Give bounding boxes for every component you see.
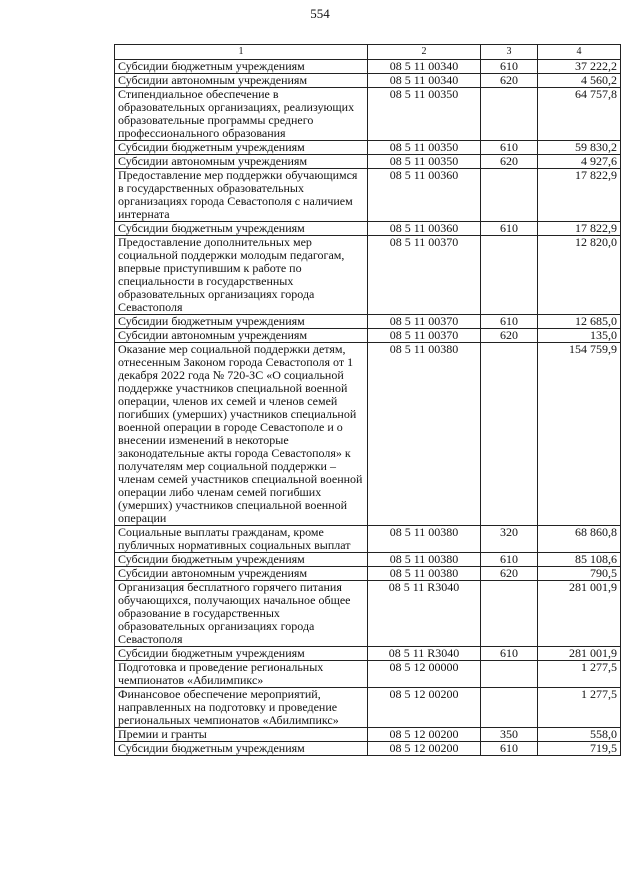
amount-cell: 1 277,5 xyxy=(538,661,621,688)
table-row xyxy=(115,60,621,74)
column-header-4: 4 xyxy=(538,45,621,60)
item-name-cell: Субсидии бюджетным учреждениям xyxy=(115,141,368,155)
expense-type-cell: 320 xyxy=(481,526,538,553)
table-row xyxy=(115,222,621,236)
table-row xyxy=(115,74,621,88)
table-row xyxy=(115,343,621,526)
expense-type-cell: 610 xyxy=(481,222,538,236)
table-row xyxy=(115,141,621,155)
column-header-1: 1 xyxy=(115,45,368,60)
classification-code-cell: 08 5 11 00350 xyxy=(368,141,481,155)
table-row xyxy=(115,581,621,647)
item-name-cell: Премии и гранты xyxy=(115,728,368,742)
item-name-cell: Стипендиальное обеспечение в образовательных организациях, реализующих образовательные программы среднего профессионального образования xyxy=(115,88,368,141)
item-name-cell: Субсидии бюджетным учреждениям xyxy=(115,315,368,329)
item-name-cell: Предоставление дополнительных мер социальной поддержки молодым педагогам, впервые приступившим к работе по специальности в государственных образовательных организациях города Севастополя xyxy=(115,236,368,315)
expense-type-cell: 620 xyxy=(481,74,538,88)
expense-type-cell: 610 xyxy=(481,647,538,661)
table-row xyxy=(115,169,621,222)
classification-code-cell: 08 5 11 R3040 xyxy=(368,647,481,661)
classification-code-cell: 08 5 11 00360 xyxy=(368,222,481,236)
expense-type-cell: 610 xyxy=(481,141,538,155)
amount-cell: 154 759,9 xyxy=(538,343,621,526)
table-row xyxy=(115,315,621,329)
amount-cell: 64 757,8 xyxy=(538,88,621,141)
classification-code-cell: 08 5 11 R3040 xyxy=(368,581,481,647)
item-name-cell: Финансовое обеспечение мероприятий, направленных на подготовку и проведение региональных чемпионатов «Абилимпикс» xyxy=(115,688,368,728)
amount-cell: 558,0 xyxy=(538,728,621,742)
expense-type-cell xyxy=(481,236,538,315)
table-row xyxy=(115,728,621,742)
amount-cell: 135,0 xyxy=(538,329,621,343)
table-row xyxy=(115,553,621,567)
expense-type-cell: 620 xyxy=(481,329,538,343)
table-row xyxy=(115,742,621,756)
item-name-cell: Субсидии автономным учреждениям xyxy=(115,155,368,169)
amount-cell: 37 222,2 xyxy=(538,60,621,74)
amount-cell: 59 830,2 xyxy=(538,141,621,155)
classification-code-cell: 08 5 11 00370 xyxy=(368,236,481,315)
item-name-cell: Субсидии бюджетным учреждениям xyxy=(115,742,368,756)
item-name-cell: Подготовка и проведение региональных чемпионатов «Абилимпикс» xyxy=(115,661,368,688)
classification-code-cell: 08 5 11 00350 xyxy=(368,88,481,141)
item-name-cell: Субсидии бюджетным учреждениям xyxy=(115,60,368,74)
amount-cell: 85 108,6 xyxy=(538,553,621,567)
expense-type-cell xyxy=(481,343,538,526)
item-name-cell: Оказание мер социальной поддержки детям, отнесенным Законом города Севастополя от 1 декабря 2022 года № 720-ЗС «О социальной поддержке участников специальной военной операции, членов их семей и членов семей погибших (умерших) участников специальной военной операции в городе Севастополе и о внесении изменений в некоторые законодательные акты города Севастополя» к получателям мер социальной поддержки – членам семей участников специальной военной операции либо членам семей погибших (умерших) участников специальной военной операции xyxy=(115,343,368,526)
classification-code-cell: 08 5 11 00340 xyxy=(368,60,481,74)
table-row xyxy=(115,329,621,343)
classification-code-cell: 08 5 11 00350 xyxy=(368,155,481,169)
expense-type-cell xyxy=(481,661,538,688)
amount-cell: 12 685,0 xyxy=(538,315,621,329)
table-row xyxy=(115,155,621,169)
table-body xyxy=(115,60,621,756)
item-name-cell: Субсидии бюджетным учреждениям xyxy=(115,222,368,236)
table-row xyxy=(115,236,621,315)
table-row xyxy=(115,647,621,661)
item-name-cell: Организация бесплатного горячего питания обучающихся, получающих начальное общее образование в государственных образовательных организациях города Севастополя xyxy=(115,581,368,647)
expense-type-cell: 610 xyxy=(481,60,538,74)
amount-cell: 281 001,9 xyxy=(538,647,621,661)
amount-cell: 17 822,9 xyxy=(538,222,621,236)
amount-cell: 281 001,9 xyxy=(538,581,621,647)
item-name-cell: Субсидии бюджетным учреждениям xyxy=(115,647,368,661)
classification-code-cell: 08 5 11 00380 xyxy=(368,553,481,567)
expense-type-cell: 610 xyxy=(481,553,538,567)
amount-cell: 719,5 xyxy=(538,742,621,756)
expense-type-cell: 610 xyxy=(481,315,538,329)
expense-type-cell: 620 xyxy=(481,567,538,581)
amount-cell: 17 822,9 xyxy=(538,169,621,222)
expense-type-cell xyxy=(481,88,538,141)
item-name-cell: Субсидии бюджетным учреждениям xyxy=(115,553,368,567)
classification-code-cell: 08 5 12 00000 xyxy=(368,661,481,688)
expense-type-cell xyxy=(481,169,538,222)
classification-code-cell: 08 5 11 00380 xyxy=(368,567,481,581)
classification-code-cell: 08 5 12 00200 xyxy=(368,728,481,742)
budget-table xyxy=(114,44,621,756)
classification-code-cell: 08 5 12 00200 xyxy=(368,742,481,756)
expense-type-cell xyxy=(481,581,538,647)
table-row xyxy=(115,567,621,581)
amount-cell: 12 820,0 xyxy=(538,236,621,315)
item-name-cell: Предоставление мер поддержки обучающимся в государственных образовательных организациях города Севастополя с наличием интерната xyxy=(115,169,368,222)
column-header-2: 2 xyxy=(368,45,481,60)
item-name-cell: Субсидии автономным учреждениям xyxy=(115,74,368,88)
table-row xyxy=(115,88,621,141)
expense-type-cell xyxy=(481,688,538,728)
amount-cell: 790,5 xyxy=(538,567,621,581)
classification-code-cell: 08 5 11 00380 xyxy=(368,343,481,526)
item-name-cell: Субсидии автономным учреждениям xyxy=(115,567,368,581)
table-row xyxy=(115,688,621,728)
classification-code-cell: 08 5 12 00200 xyxy=(368,688,481,728)
table-row xyxy=(115,526,621,553)
column-header-3: 3 xyxy=(481,45,538,60)
item-name-cell: Субсидии автономным учреждениям xyxy=(115,329,368,343)
classification-code-cell: 08 5 11 00360 xyxy=(368,169,481,222)
expense-type-cell: 350 xyxy=(481,728,538,742)
amount-cell: 1 277,5 xyxy=(538,688,621,728)
amount-cell: 68 860,8 xyxy=(538,526,621,553)
expense-type-cell: 610 xyxy=(481,742,538,756)
expense-type-cell: 620 xyxy=(481,155,538,169)
classification-code-cell: 08 5 11 00370 xyxy=(368,329,481,343)
item-name-cell: Социальные выплаты гражданам, кроме публичных нормативных социальных выплат xyxy=(115,526,368,553)
table-row xyxy=(115,661,621,688)
classification-code-cell: 08 5 11 00380 xyxy=(368,526,481,553)
classification-code-cell: 08 5 11 00340 xyxy=(368,74,481,88)
amount-cell: 4 927,6 xyxy=(538,155,621,169)
amount-cell: 4 560,2 xyxy=(538,74,621,88)
table-header-row xyxy=(115,45,621,60)
page-number: 554 xyxy=(310,6,330,21)
classification-code-cell: 08 5 11 00370 xyxy=(368,315,481,329)
